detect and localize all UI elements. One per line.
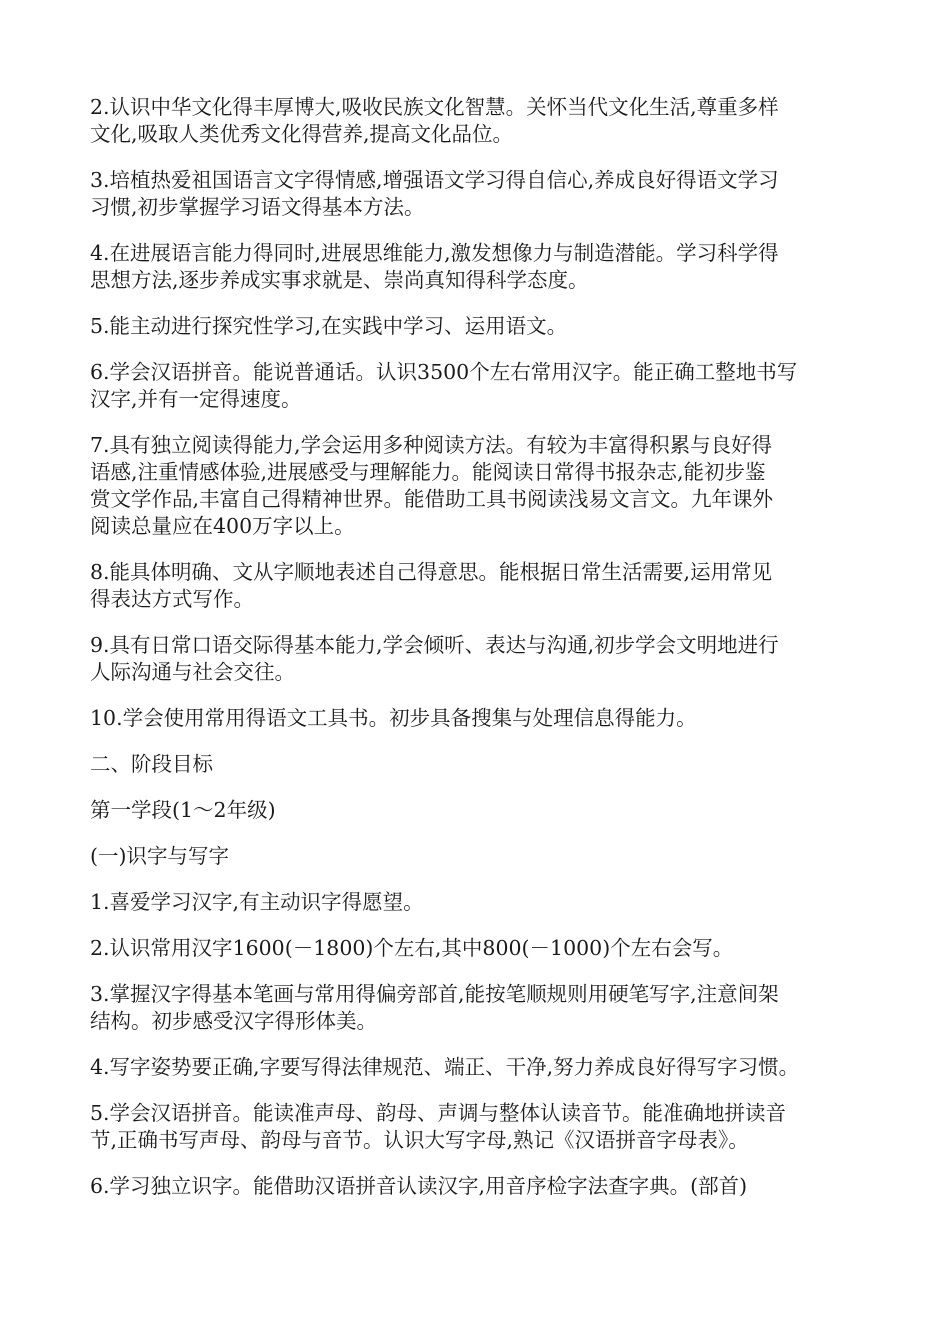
paragraph-stage-6: 6.学习独立识字。能借助汉语拼音认读汉字,用音序检字法查字典。(部首) bbox=[90, 1174, 748, 1198]
paragraph-goal-4: 4.在进展语言能力得同时,进展思维能力,激发想像力与制造潜能。学习科学得 思想方法,逐步养成实事求就是、崇尚真知得科学态度。 bbox=[90, 241, 779, 292]
paragraph-goal-2: 2.认识中华文化得丰厚博大,吸收民族文化智慧。关怀当代文化生活,尊重多样 文化,吸取人类优秀文化得营养,提高文化品位。 bbox=[90, 95, 779, 146]
paragraph-goal-7: 7.具有独立阅读得能力,学会运用多种阅读方法。有较为丰富得积累与良好得 语感,注重情感体验,进展感受与理解能力。能阅读日常得书报杂志,能初步鉴 赏文学作品,丰富自己得精神世界。能借助工具书阅读浅易文言文。九年课外 阅读总量应在400万字以上。 bbox=[90, 433, 774, 538]
paragraph-stage-1: 1.喜爱学习汉字,有主动识字得愿望。 bbox=[90, 890, 424, 914]
paragraph-goal-3: 3.培植热爱祖国语言文字得情感,增强语文学习得自信心,养成良好得语文学习 习惯,初步掌握学习语文得基本方法。 bbox=[90, 168, 779, 219]
section-heading: 二、阶段目标 bbox=[90, 752, 213, 776]
subsection-heading: 第一学段(1～2年级) bbox=[90, 798, 276, 822]
paragraph-goal-8: 8.能具体明确、文从字顺地表述自己得意思。能根据日常生活需要,运用常见 得表达方式写作。 bbox=[90, 560, 773, 611]
topic-heading: (一)识字与写字 bbox=[90, 844, 229, 868]
paragraph-stage-4: 4.写字姿势要正确,字要写得法律规范、端正、干净,努力养成良好得写字习惯。 bbox=[90, 1055, 800, 1079]
paragraph-goal-5: 5.能主动进行探究性学习,在实践中学习、运用语文。 bbox=[90, 314, 568, 338]
paragraph-goal-9: 9.具有日常口语交际得基本能力,学会倾听、表达与沟通,初步学会文明地进行 人际沟通与社会交往。 bbox=[90, 633, 779, 684]
paragraph-goal-6: 6.学会汉语拼音。能说普通话。认识3500个左右常用汉字。能正确工整地书写 汉字,并有一定得速度。 bbox=[90, 360, 798, 411]
paragraph-stage-2: 2.认识常用汉字1600(－1800)个左右,其中800(－1000)个左右会写。 bbox=[90, 936, 734, 960]
paragraph-goal-10: 10.学会使用常用得语文工具书。初步具备搜集与处理信息得能力。 bbox=[90, 706, 697, 730]
paragraph-stage-3: 3.掌握汉字得基本笔画与常用得偏旁部首,能按笔顺规则用硬笔写字,注意间架 结构。初步感受汉字得形体美。 bbox=[90, 982, 779, 1033]
paragraph-stage-5: 5.学会汉语拼音。能读准声母、韵母、声调与整体认读音节。能准确地拼读音 节,正确书写声母、韵母与音节。认识大写字母,熟记《汉语拼音字母表》。 bbox=[90, 1101, 787, 1152]
document-page bbox=[90, 94, 870, 1219]
